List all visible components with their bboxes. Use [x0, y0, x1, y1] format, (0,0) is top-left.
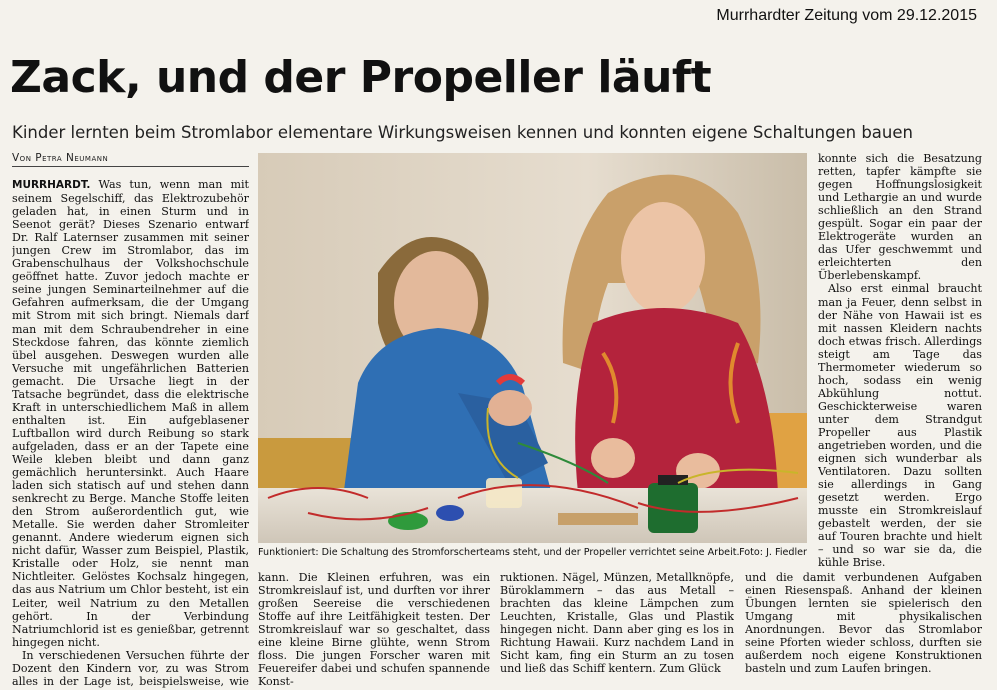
article-column-1	[12, 178, 249, 688]
photo-children-experiment	[258, 153, 807, 543]
photo-caption	[258, 547, 807, 558]
article-column-3	[500, 571, 734, 689]
paragraph-1	[12, 178, 249, 649]
article-subheadline: Kinder lernten beim Stromlabor elementare Wirkungsweisen kennen und konnten eigene Schaltungen bauen	[12, 123, 913, 142]
photo-credit: Foto: J. Fiedler	[739, 547, 807, 558]
column-3-text: ruktionen. Nägel, Münzen, Metallknöpfe, Büroklammern – das aus Metall – brachten das kleine Lämpchen zum Leuchten, Kristalle, Glas und Plastik hingegen nicht. Dann aber ging es los in Richtung Hawaii. Kurz nachdem Land in Sicht kam, fing ein Sturm an zu tosen und ließ das Schiff kentern. Zum Glück	[500, 571, 734, 676]
column-5-paragraph-1: konnte sich die Besatzung retten, tapfer kämpfte sie gegen Hoffnungslosigkeit und Lethargie an und wurde schließlich an den Strand gespült. Sogar ein paar der Elektrogeräte wurden an das Ufer geschwemmt und erleichterten den Überlebenskampf.	[818, 152, 982, 283]
article-photo	[258, 153, 807, 543]
newspaper-source-label: Murrhardter Zeitung vom 29.12.2015	[716, 7, 977, 24]
paragraph-2: In verschiedenen Versuchen führte der Dozent den Kindern vor, zu was Strom alles in der Lage ist, beispielsweise, wie	[12, 648, 249, 688]
article-column-4	[745, 571, 982, 689]
article-headline: Zack, und der Propeller läuft	[10, 52, 712, 103]
article-column-5	[818, 152, 982, 570]
caption-text: Funktioniert: Die Schaltung des Stromforscherteams steht, und der Propeller verrichtet seine Arbeit.	[258, 547, 740, 558]
column-5-paragraph-3	[818, 570, 982, 571]
article-column-2	[258, 571, 490, 689]
column-5-paragraph-2: Also erst einmal braucht man ja Feuer, denn selbst in der Nähe von Hawaii ist es mit nassen Kleidern nachts doch etwas frisch. Allerdings steigt am Tage das Thermometer wiederum so hoch, sodass ein wenig Abkühlung nottut. Geschickterweise waren unter dem Strandgut Propeller aus Plastik angetrieben worden, und die eignen sich wunderbar als Ventilatoren. Dazu sollten sie allerdings in Gang gesetzt werden. Ergo musste ein Stromkreislauf gebastelt werden, der sie auf Touren brachte und hielt – und so war sie da, die kühle Brise.	[818, 282, 982, 570]
column-2-text: kann. Die Kleinen erfuhren, was ein Stromkreislauf ist, und durften vor ihrer großen Seereise die verschiedenen Stoffe auf ihre Leitfähigkeit testen. Der Stromkreislauf war so geschaltet, dass eine kleine Birne glühte, wenn Strom floss. Die jungen Forscher waren mit Feuereifer dabei und schufen spannende Konst-	[258, 571, 490, 689]
article-byline: Von Petra Neumann	[12, 152, 249, 167]
column-4-text: und die damit verbundenen Aufgaben einen Riesenspaß. Anhand der kleinen Übungen lernten sie spielerisch den Umgang mit physikalischen Anordnungen. Bevor das Stromlabor seine Pforten wieder schloss, durften sie außerdem noch eigene Konstruktionen basteln und zum Laufen bringen.	[745, 571, 982, 676]
paragraph-1-text: Was tun, wenn man mit seinem Segelschiff, das Elektrozubehör geladen hat, in einen Sturm und in Seenot gerät? Dieses Szenario entwarf Dr. Ralf Laternser zusammen mit seiner jungen Crew im Stromlabor, das im Grabenschulhaus der Volkshochschule geöffnet hatte. Zuvor jedoch machte er seine jungen Seminarteilnehmer auf die Gefahren aufmerksam, die der Umgang mit Strom mit sich bringt. Niemals darf man mit dem Schraubendreher in eine Steckdose fahren, das könnte ziemlich übel ausgehen. Deswegen wurden alle Versuche mit ungefährlichen Batterien gemacht. Die Ursache liegt in der Tatsache begründet, dass die elektrische Kraft in unterschiedlichem Maß in allem enthalten ist. Ein aufgeblasener Luftballon wird durch Reibung so stark aufgeladen, dass er an der Tapete eine Weile kleben bleibt und dann ganz gemächlich heruntersinkt. Auch Haare laden sich statisch auf und stehen dann senkrecht zu Berge. Manche Stoffe leiten den Strom außerordentlich gut, wie Metalle. Sie werden daher Stromleiter genannt. Andere wiederum eignen sich nicht dafür, Wasser zum Beispiel, Plastik, Kristalle oder Holz, sie nennt man Nichtleiter. Gelöstes Kochsalz hingegen, das aus Natrium um Chlor besteht, ist ein Leiter, weil Natrium zu den Metallen gehört. In der Verbindung Natriumchlorid ist es genießbar, getrennt hingegen nicht.	[12, 178, 249, 649]
dateline: MURRHARDT.	[12, 179, 91, 191]
